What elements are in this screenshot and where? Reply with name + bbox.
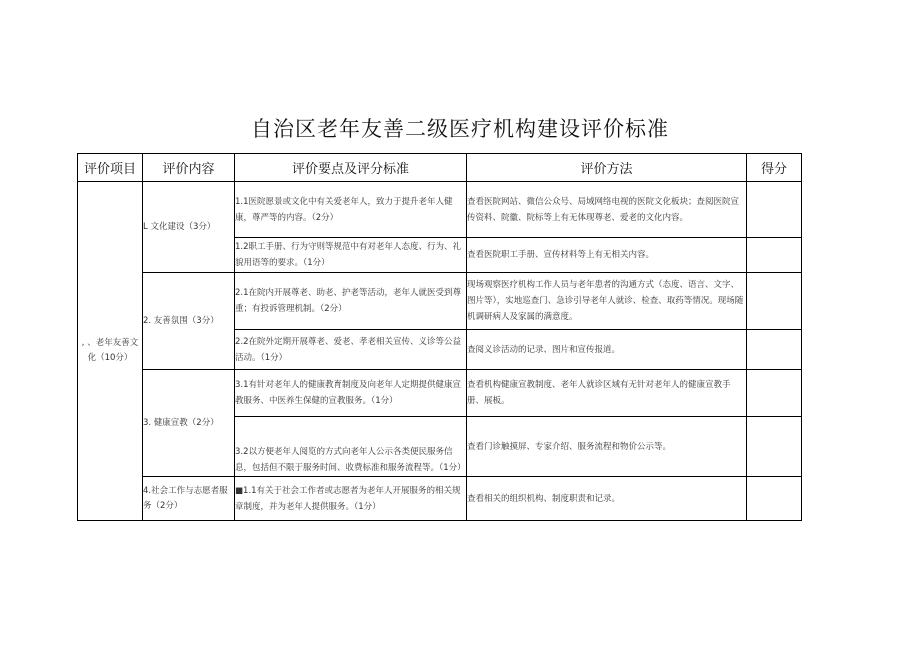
score-cell[interactable] bbox=[747, 477, 802, 521]
method-cell: 现场观察医疗机构工作人员与老年患者的沟通方式（态度、语言、文字、图片等），实地巡查门、急诊引导老年人就诊、检查、取药等情况。现场随机调研病人及家属的满意度。 bbox=[467, 273, 747, 330]
content-cell: L 文化建设（3分） bbox=[143, 182, 235, 273]
header-content: 评价内容 bbox=[143, 154, 235, 182]
content-cell: 4.社会工作与志愿者服务（2分） bbox=[143, 477, 235, 521]
score-cell[interactable] bbox=[747, 273, 802, 330]
header-standard: 评价要点及评分标准 bbox=[235, 154, 467, 182]
method-cell: 查看相关的组织机构、制度职责和记录。 bbox=[467, 477, 747, 521]
score-cell[interactable] bbox=[747, 370, 802, 417]
content-cell: 2. 友善氛围（3分） bbox=[143, 273, 235, 370]
document-title: 自治区老年友善二级医疗机构建设评价标准 bbox=[251, 117, 669, 141]
standard-cell: 2.2在院外定期开展尊老、爱老、孝老相关宣传、义诊等公益活动。（1分） bbox=[235, 330, 467, 370]
method-cell: 查看机构健康宣教制度、老年人就诊区域有无针对老年人的健康宣教手册、展板。 bbox=[467, 370, 747, 417]
method-cell: 查看医院职工手册、宣传材料等上有无相关内容。 bbox=[467, 238, 747, 273]
table-row bbox=[78, 477, 802, 521]
content-cell: 3. 健康宣教（2分） bbox=[143, 370, 235, 477]
standard-cell: 2.1在院内开展尊老、助老、护老等活动，老年人就医受到尊重；有投诉管理机制。（2分） bbox=[235, 273, 467, 330]
table-row bbox=[78, 370, 802, 417]
method-cell: 查看医院网站、微信公众号、局域网络电视的医院文化板块；查阅医院宣传资料、院徽、院标等上有无体现尊老、爱老的文化内容。 bbox=[467, 182, 747, 238]
table-row bbox=[78, 273, 802, 330]
standard-cell: 1.2职工手册、行为守则等规范中有对老年人态度、行为、礼貌用语等的要求。（1分） bbox=[235, 238, 467, 273]
standard-cell: ■1.1有关于社会工作者或志愿者为老年人开展服务的相关规章制度，并为老年人提供服务。（1分） bbox=[235, 477, 467, 521]
score-cell[interactable] bbox=[747, 417, 802, 477]
category-cell: , 、老年友善文化（10分） bbox=[78, 182, 143, 521]
score-cell[interactable] bbox=[747, 182, 802, 238]
standard-cell: 3.1有针对老年人的健康教育制度及向老年人定期提供健康宣教服务、中医养生保健的宣教服务。（1分） bbox=[235, 370, 467, 417]
method-cell: 查阅义诊活动的记录、图片和宣传报道。 bbox=[467, 330, 747, 370]
header-method: 评价方法 bbox=[467, 154, 747, 182]
table-row bbox=[78, 182, 802, 238]
table-header-row bbox=[78, 154, 802, 182]
header-score: 得分 bbox=[747, 154, 802, 182]
evaluation-table bbox=[77, 153, 802, 521]
score-cell[interactable] bbox=[747, 330, 802, 370]
standard-cell: 1.1医院愿景或文化中有关爱老年人，致力于提升老年人健康，尊严等的内容。（2分） bbox=[235, 182, 467, 238]
score-cell[interactable] bbox=[747, 238, 802, 273]
standard-cell: 3.2以方便老年人阅览的方式向老年人公示各类便民服务信息，包括但不限于服务时间、收费标准和服务流程等。（1分） bbox=[235, 417, 467, 477]
header-project: 评价项目 bbox=[78, 154, 143, 182]
method-cell: 查看门诊触摸屏、专家介绍、服务流程和物价公示等。 bbox=[467, 417, 747, 477]
